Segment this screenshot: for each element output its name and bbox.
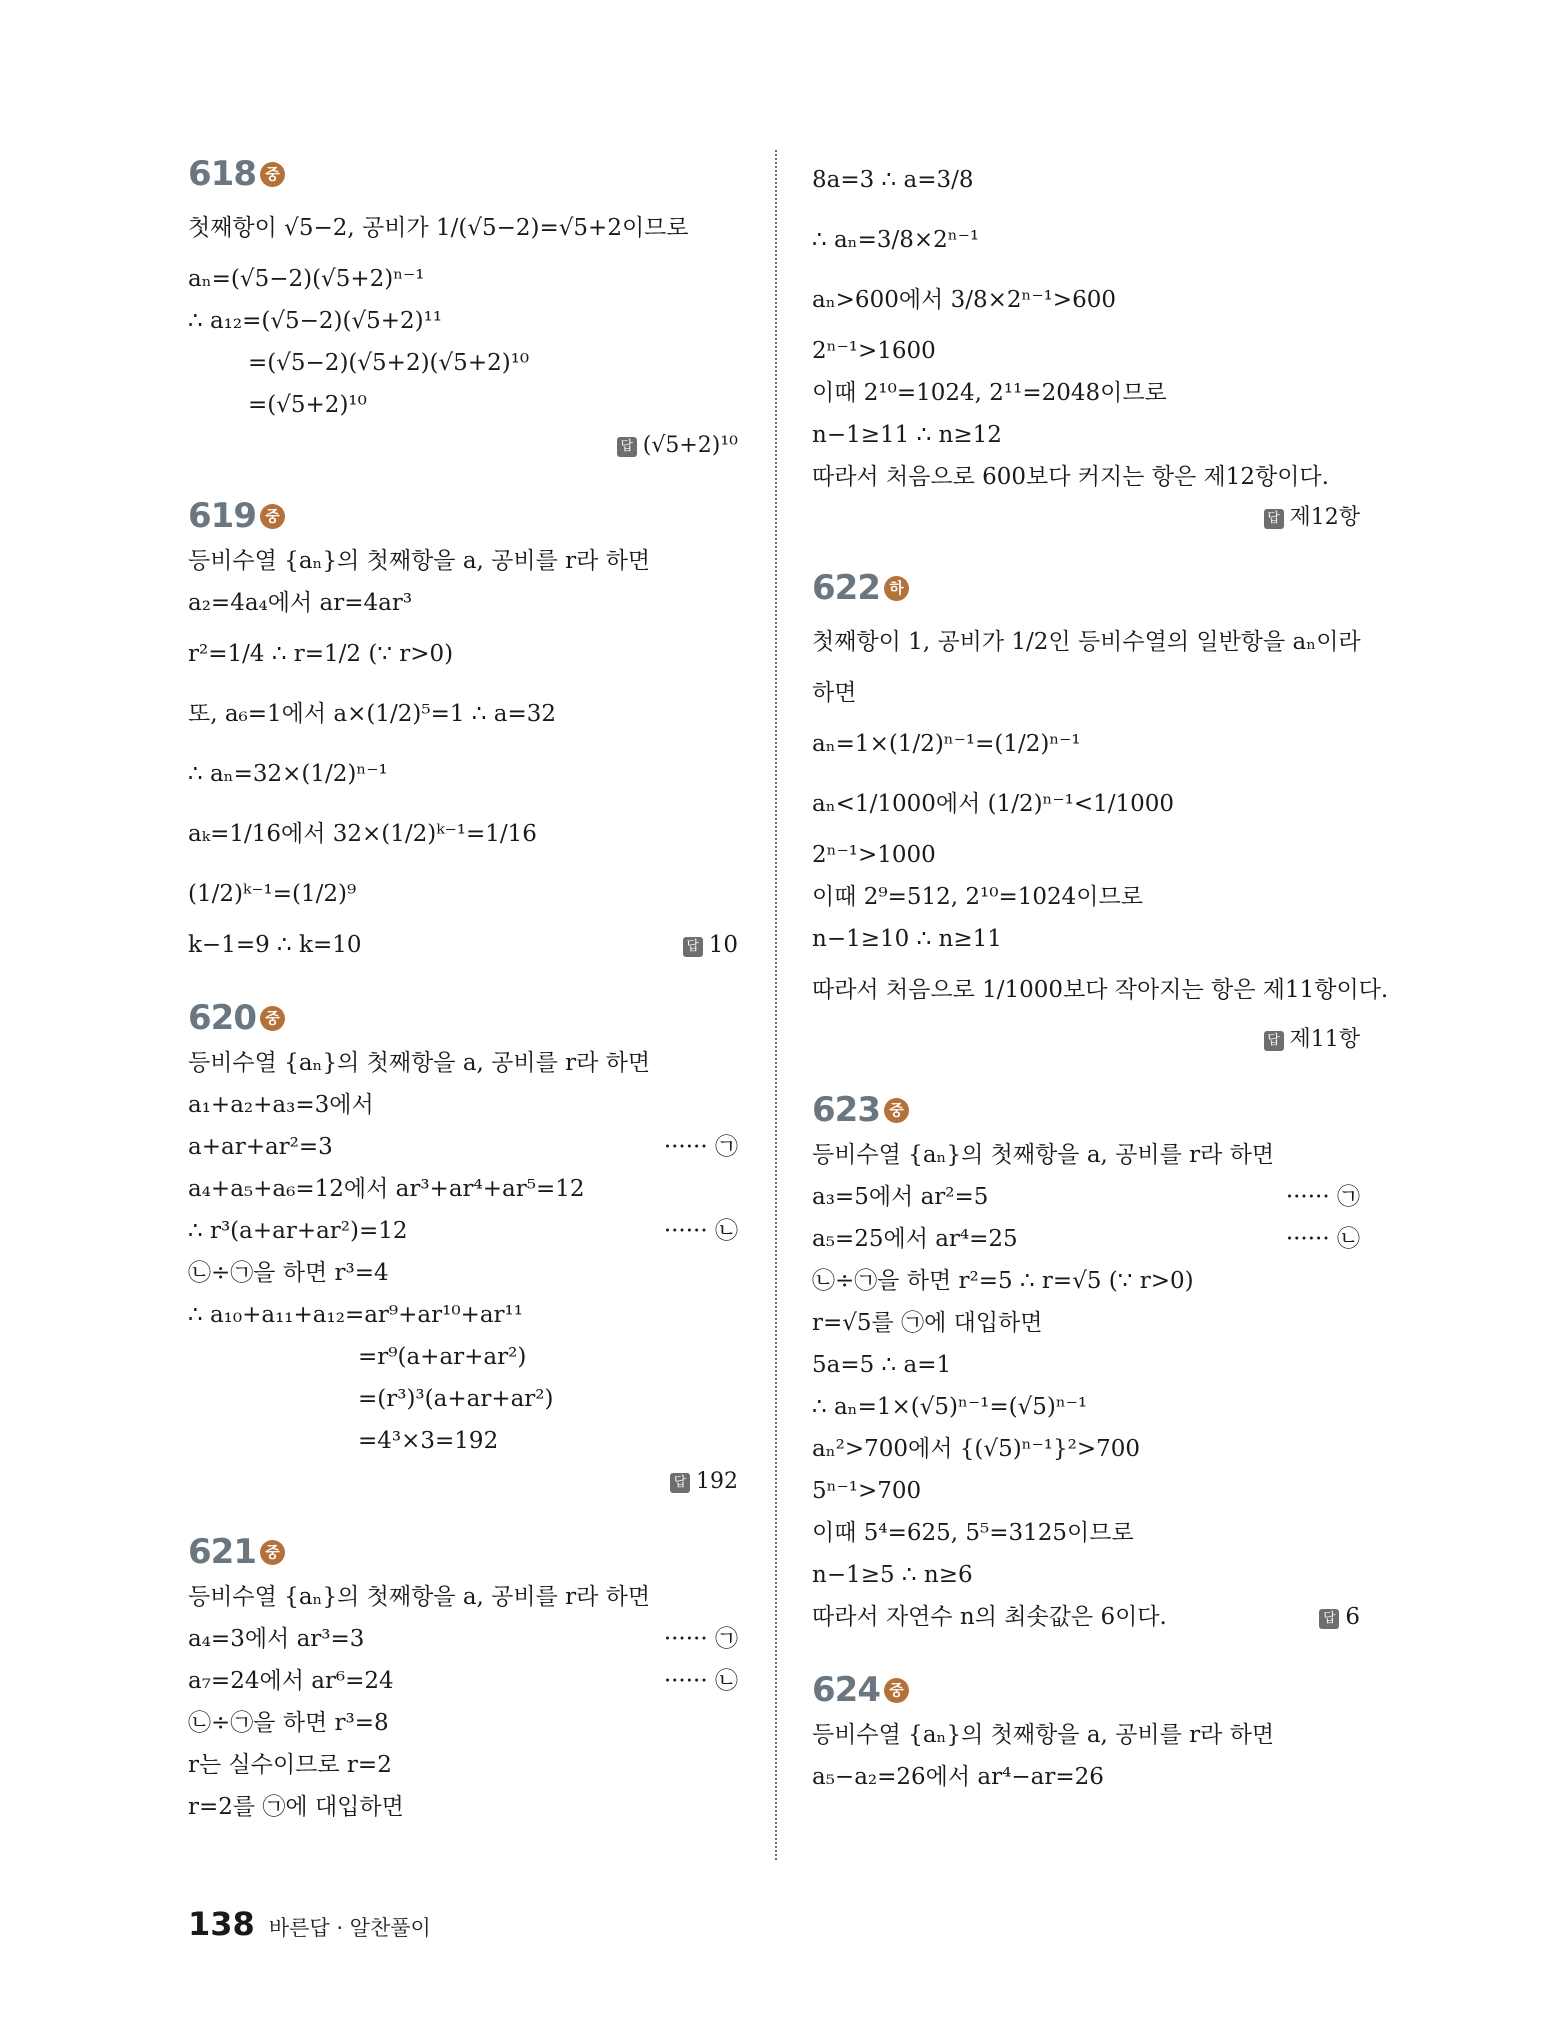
solution-line: ∴ aₙ=3/8×2ⁿ⁻¹ — [812, 227, 980, 253]
solution-line: 하면 — [812, 680, 857, 706]
solution-line: 8a=3 ∴ a=3/8 — [812, 167, 974, 193]
solution-line: aₙ=1×(1/2)ⁿ⁻¹=(1/2)ⁿ⁻¹ — [812, 731, 1081, 757]
problem-623 — [812, 1086, 1360, 1638]
problem-header — [812, 564, 1360, 612]
solution-line: 이때 2⁹=512, 2¹⁰=1024이므로 — [812, 884, 1143, 910]
difficulty-badge: 중 — [884, 1098, 909, 1123]
solution-line — [812, 1218, 1360, 1260]
problem-number: 619 — [188, 496, 256, 536]
solution-line: ㉡÷㉠을 하면 r³=8 — [188, 1710, 389, 1736]
problem-number: 620 — [188, 998, 256, 1038]
answer-value: 10 — [708, 932, 738, 958]
solution-line: ㉡÷㉠을 하면 r²=5 ∴ r=√5 (∵ r>0) — [812, 1268, 1194, 1294]
solution-line: ∴ a₁₀+a₁₁+a₁₂=ar⁹+ar¹⁰+ar¹¹ — [188, 1302, 523, 1328]
solution-line: 등비수열 {aₙ}의 첫째항을 a, 공비를 r라 하면 — [188, 548, 651, 574]
problem-619 — [188, 492, 738, 966]
solution-line: (1/2)ᵏ⁻¹=(1/2)⁹ — [188, 881, 357, 907]
equation-marker-2: ······ ㉡ — [663, 1218, 738, 1244]
solution-line: 등비수열 {aₙ}의 첫째항을 a, 공비를 r라 하면 — [812, 1722, 1275, 1748]
solution-line: n−1≥10 ∴ n≥11 — [812, 926, 1002, 952]
problem-header — [188, 492, 738, 540]
solution-line: 이때 5⁴=625, 5⁵=3125이므로 — [812, 1520, 1134, 1546]
answer-value: 192 — [696, 1469, 738, 1494]
problem-number: 623 — [812, 1090, 880, 1130]
answer-icon: 답 — [1264, 1031, 1284, 1051]
solution-text: ∴ r³(a+ar+ar²)=12 — [188, 1218, 408, 1244]
problem-header — [188, 994, 738, 1042]
solution-line: 등비수열 {aₙ}의 첫째항을 a, 공비를 r라 하면 — [188, 1050, 651, 1076]
problem-620 — [188, 994, 738, 1500]
solution-text: a₃=5에서 ar²=5 — [812, 1184, 989, 1210]
solution-line: 5ⁿ⁻¹>700 — [812, 1478, 922, 1504]
answer-row — [812, 1022, 1360, 1058]
book-title: 바른답 · 알찬풀이 — [268, 1916, 431, 1940]
problem-622 — [812, 564, 1389, 1058]
solution-line — [188, 924, 738, 966]
solution-line: 이때 2¹⁰=1024, 2¹¹=2048이므로 — [812, 380, 1167, 406]
difficulty-badge: 중 — [260, 504, 285, 529]
answer-icon: 답 — [683, 937, 703, 957]
column-divider — [775, 150, 777, 1860]
left-column — [188, 150, 738, 1828]
answer-row — [812, 500, 1360, 536]
solution-line: 따라서 처음으로 600보다 커지는 항은 제12항이다. — [812, 464, 1329, 490]
problem-621-continuation — [812, 150, 1360, 536]
equation-marker-1: ······ ㉠ — [663, 1134, 738, 1160]
answer-icon: 답 — [1319, 1609, 1339, 1629]
right-column — [812, 150, 1389, 1798]
page-footer — [188, 1905, 431, 1943]
problem-header — [812, 1666, 1360, 1714]
answer-row — [1319, 1596, 1360, 1638]
solution-line: ∴ aₙ=1×(√5)ⁿ⁻¹=(√5)ⁿ⁻¹ — [812, 1394, 1088, 1420]
problem-618 — [188, 150, 738, 464]
solution-line: ∴ a₁₂=(√5−2)(√5+2)¹¹ — [188, 308, 443, 334]
equation-marker-1: ······ ㉠ — [663, 1626, 738, 1652]
difficulty-badge: 하 — [884, 576, 909, 601]
solution-line: ㉡÷㉠을 하면 r³=4 — [188, 1260, 389, 1286]
answer-row — [188, 1464, 738, 1500]
problem-number: 618 — [188, 154, 256, 194]
solution-line: =4³×3=192 — [358, 1428, 499, 1454]
problem-header — [812, 1086, 1360, 1134]
solution-line: 첫째항이 1, 공비가 1/2인 등비수열의 일반항을 aₙ이라 — [812, 629, 1361, 655]
problem-number: 621 — [188, 1532, 256, 1572]
solution-line: r=2를 ㉠에 대입하면 — [188, 1794, 404, 1820]
solution-line: r=√5를 ㉠에 대입하면 — [812, 1310, 1043, 1336]
difficulty-badge: 중 — [260, 162, 285, 187]
problem-624 — [812, 1666, 1360, 1798]
solution-line: =(√5+2)¹⁰ — [248, 392, 367, 418]
solution-line: a₄+a₅+a₆=12에서 ar³+ar⁴+ar⁵=12 — [188, 1176, 585, 1202]
solution-line: 또, a₆=1에서 a×(1/2)⁵=1 ∴ a=32 — [188, 701, 557, 727]
solution-line: 2ⁿ⁻¹>1000 — [812, 842, 936, 868]
solution-text: k−1=9 ∴ k=10 — [188, 932, 362, 958]
solution-line: =(r³)³(a+ar+ar²) — [358, 1386, 554, 1412]
solution-text: 따라서 자연수 n의 최솟값은 6이다. — [812, 1604, 1167, 1630]
difficulty-badge: 중 — [260, 1006, 285, 1031]
problem-header — [188, 150, 738, 198]
solution-line — [812, 1176, 1360, 1218]
solution-line: ∴ aₙ=32×(1/2)ⁿ⁻¹ — [188, 761, 388, 787]
equation-marker-2: ······ ㉡ — [663, 1668, 738, 1694]
solution-text: a₇=24에서 ar⁶=24 — [188, 1668, 394, 1694]
solution-line — [188, 1660, 738, 1702]
answer-icon: 답 — [1264, 509, 1284, 529]
solution-line: n−1≥11 ∴ n≥12 — [812, 422, 1002, 448]
answer-row — [683, 924, 738, 966]
equation-marker-1: ······ ㉠ — [1285, 1184, 1360, 1210]
answer-row — [188, 428, 738, 464]
solution-line: n−1≥5 ∴ n≥6 — [812, 1562, 973, 1588]
solution-line: r는 실수이므로 r=2 — [188, 1752, 392, 1778]
answer-value: 제11항 — [1289, 1027, 1360, 1052]
solution-line: 등비수열 {aₙ}의 첫째항을 a, 공비를 r라 하면 — [812, 1142, 1275, 1168]
solution-line: aₖ=1/16에서 32×(1/2)ᵏ⁻¹=1/16 — [188, 821, 537, 847]
solution-line: r²=1/4 ∴ r=1/2 (∵ r>0) — [188, 641, 454, 667]
solution-line: 따라서 처음으로 1/1000보다 작아지는 항은 제11항이다. — [812, 977, 1389, 1003]
difficulty-badge: 중 — [884, 1678, 909, 1703]
solution-line — [188, 1126, 738, 1168]
solution-line: aₙ=(√5−2)(√5+2)ⁿ⁻¹ — [188, 266, 425, 292]
solution-line — [188, 1210, 738, 1252]
page-number: 138 — [188, 1905, 255, 1943]
solution-text: a₄=3에서 ar³=3 — [188, 1626, 365, 1652]
problem-header — [188, 1528, 738, 1576]
solution-line: aₙ<1/1000에서 (1/2)ⁿ⁻¹<1/1000 — [812, 791, 1175, 817]
solution-line — [812, 1596, 1360, 1638]
solution-text: a₅=25에서 ar⁴=25 — [812, 1226, 1018, 1252]
solution-line: aₙ²>700에서 {(√5)ⁿ⁻¹}²>700 — [812, 1436, 1141, 1462]
solution-line: aₙ>600에서 3/8×2ⁿ⁻¹>600 — [812, 287, 1116, 313]
solution-line: =(√5−2)(√5+2)(√5+2)¹⁰ — [248, 350, 530, 376]
solution-line: 등비수열 {aₙ}의 첫째항을 a, 공비를 r라 하면 — [188, 1584, 651, 1610]
answer-value: 제12항 — [1289, 505, 1360, 530]
answer-value: (√5+2)¹⁰ — [642, 433, 738, 458]
solution-line: =r⁹(a+ar+ar²) — [358, 1344, 527, 1370]
solution-line: 5a=5 ∴ a=1 — [812, 1352, 952, 1378]
solution-line: a₁+a₂+a₃=3에서 — [188, 1092, 374, 1118]
equation-marker-2: ······ ㉡ — [1285, 1226, 1360, 1252]
answer-value: 6 — [1345, 1604, 1360, 1630]
solution-line: a₅−a₂=26에서 ar⁴−ar=26 — [812, 1764, 1104, 1790]
solution-line — [188, 1618, 738, 1660]
problem-number: 624 — [812, 1670, 880, 1710]
solution-line: a₂=4a₄에서 ar=4ar³ — [188, 590, 413, 616]
solution-line: 2ⁿ⁻¹>1600 — [812, 338, 936, 364]
problem-621 — [188, 1528, 738, 1828]
difficulty-badge: 중 — [260, 1540, 285, 1565]
problem-number: 622 — [812, 568, 880, 608]
answer-icon: 답 — [617, 437, 637, 457]
solution-line: 첫째항이 √5−2, 공비가 1/(√5−2)=√5+2이므로 — [188, 215, 689, 241]
solution-text: a+ar+ar²=3 — [188, 1134, 333, 1160]
answer-icon: 답 — [670, 1473, 690, 1493]
